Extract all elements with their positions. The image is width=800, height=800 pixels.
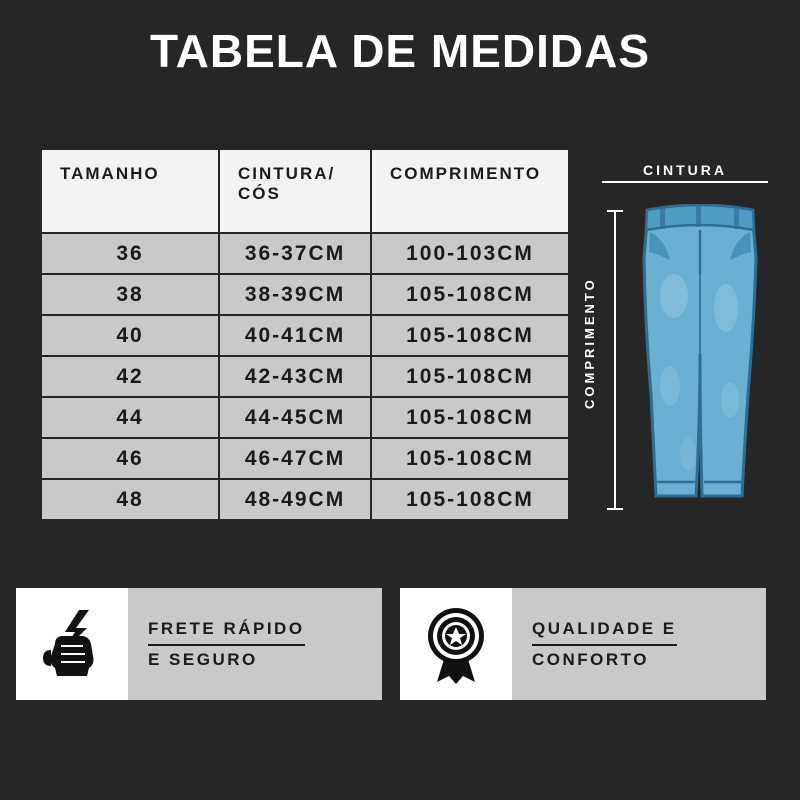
column-header-tamanho-line1: TAMANHO [60,164,160,183]
table-row [41,233,569,274]
column-header-tamanho [41,149,219,233]
feature-shipping-line1: FRETE RÁPIDO [148,615,305,645]
table-row [41,274,569,315]
feature-quality-line1: QUALIDADE E [532,615,677,645]
cell-cintura: 48-49CM [219,479,371,520]
column-header-cintura [219,149,371,233]
table-row [41,438,569,479]
feature-shipping-line2: E SEGURO [148,649,258,669]
jeans-illustration [630,204,770,504]
cell-tamanho: 48 [41,479,219,520]
cell-comprimento: 105-108CM [371,479,569,520]
cell-cintura: 40-41CM [219,315,371,356]
table-row [41,479,569,520]
cell-cintura: 42-43CM [219,356,371,397]
cell-cintura: 36-37CM [219,233,371,274]
measurements-table [40,148,570,521]
cell-comprimento: 105-108CM [371,274,569,315]
cell-cintura: 38-39CM [219,274,371,315]
quality-seal-icon-svg [419,604,493,684]
page-title: TABELA DE MEDIDAS [150,25,650,77]
fist-lightning-icon [16,588,128,700]
cell-tamanho: 44 [41,397,219,438]
quality-seal-icon [400,588,512,700]
cell-comprimento: 105-108CM [371,438,569,479]
cell-comprimento: 105-108CM [371,397,569,438]
table-header-row [41,149,569,233]
measurements-table-container [40,148,568,521]
feature-quality-line2: CONFORTO [532,649,649,669]
table-row [41,356,569,397]
feature-quality-text [512,588,766,700]
fist-lightning-icon-svg [35,606,109,682]
table-row [41,315,569,356]
feature-shipping-text [128,588,382,700]
column-header-cintura-line2: CÓS [238,184,281,203]
length-measure-arrow [614,210,616,510]
cell-comprimento: 105-108CM [371,315,569,356]
column-header-comprimento [371,149,569,233]
waist-measure-label: CINTURA [602,162,768,183]
cell-comprimento: 105-108CM [371,356,569,397]
cell-comprimento: 100-103CM [371,233,569,274]
table-row [41,397,569,438]
cell-tamanho: 40 [41,315,219,356]
column-header-cintura-line1: CINTURA/ [238,164,336,183]
feature-quality [400,588,766,700]
length-measure-label: COMPRIMENTO [582,277,597,409]
cell-tamanho: 46 [41,438,219,479]
cell-tamanho: 42 [41,356,219,397]
jeans-diagram [578,148,774,536]
cell-cintura: 46-47CM [219,438,371,479]
cell-tamanho: 38 [41,274,219,315]
cell-tamanho: 36 [41,233,219,274]
column-header-comprimento-line1: COMPRIMENTO [390,164,542,183]
feature-shipping [16,588,382,700]
cell-cintura: 44-45CM [219,397,371,438]
